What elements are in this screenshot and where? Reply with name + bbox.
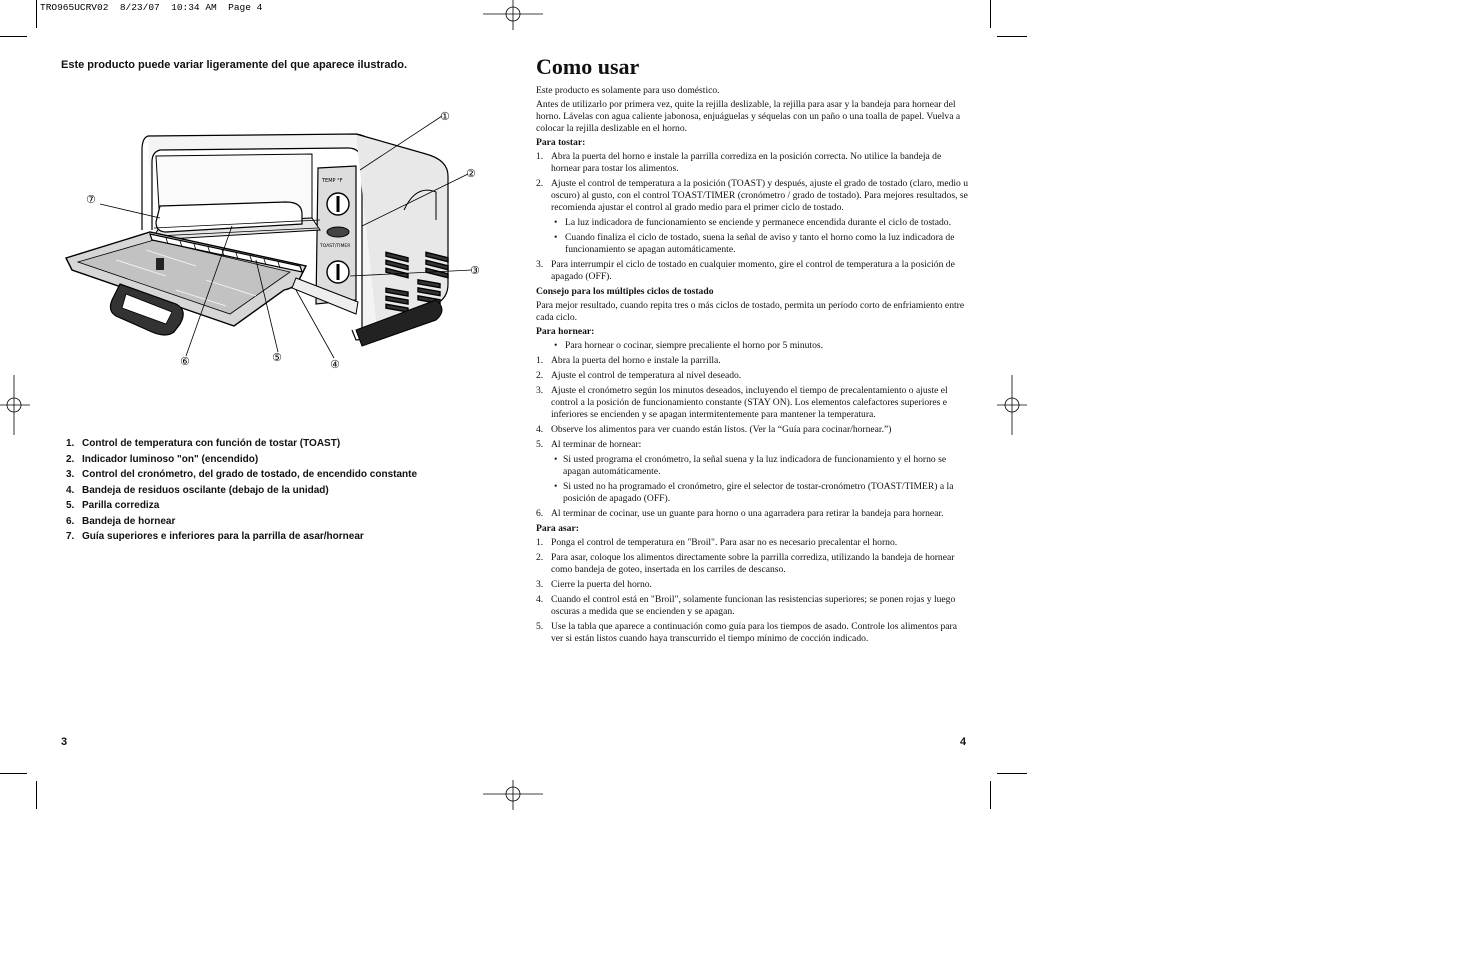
callout-7: ⑦ — [86, 193, 96, 206]
callout-2: ② — [466, 167, 476, 180]
parts-item: 4. Bandeja de residuos oscilante (debajo de la unidad) — [66, 484, 329, 496]
intro-paragraph: Antes de utilizarlo por primera vez, quite la rejilla deslizable, la rejilla para asar y la bandeja para hornear del horno. Lávelas con agua caliente jabonosa, enjuáguelas y séquelas con un paño o una toalla de papel. Vuelva a colocar la rejilla deslizable en el horno. — [536, 99, 961, 134]
page-number-right: 4 — [960, 736, 967, 748]
registration-mark-top — [483, 0, 543, 32]
parts-item: 6. Bandeja de hornear — [66, 515, 176, 527]
parts-item: 2. Indicador luminoso "on" (encendido) — [66, 453, 259, 465]
toaster-oven-illustration — [56, 100, 496, 380]
crop-mark — [36, 0, 37, 28]
callout-3: ③ — [470, 264, 480, 277]
bullet-item: • Para hornear o cocinar, siempre precaliente el horno por 5 minutos. — [536, 340, 970, 352]
crop-mark — [997, 36, 1027, 37]
section-heading-toast: Para tostar: — [536, 137, 586, 148]
list-item: 5. Use la tabla que aparece a continuación como guía para los tiempos de asado. Controle los alimentos para ver si están listos cuando haya transcurrido el tiempo mínimo de cocción indicado. — [536, 621, 957, 644]
timer-label: TOAST/TIMER — [320, 244, 351, 249]
parts-item: 5. Parilla corrediza — [66, 500, 160, 511]
section-heading-tip: Consejo para los múltiples ciclos de tostado — [536, 286, 714, 297]
callout-6: ⑥ — [180, 355, 190, 368]
callout-1: ① — [440, 110, 450, 123]
print-slug: TRO965UCRV02 8/23/07 10:34 AM Page 4 — [40, 2, 263, 13]
intro-line: Este producto es solamente para uso doméstico. — [536, 85, 720, 96]
callout-4: ④ — [330, 358, 340, 371]
crop-mark — [997, 773, 1027, 774]
list-item: 3. Para interrumpir el ciclo de tostado en cualquier momento, gire el control de temperatura a la posición de apagado (OFF). — [536, 259, 955, 282]
list-item: 3. Ajuste el cronómetro según los minutos deseados, incluyendo el tiempo de precalentamiento o ajuste el control a la posición de funcionamiento constante (STAY ON). Los elementos calefactores superiores e inferiores se encienden y se apagan intermitentemente para mantener la temperatura. — [536, 385, 948, 420]
crop-mark — [36, 781, 37, 809]
bullet-item: • Cuando finaliza el ciclo de tostado, suena la señal de aviso y tanto el horno como la luz indicadora de funcionamiento se apagan automáticamente. — [536, 232, 970, 256]
list-item: 3. Cierre la puerta del horno. — [536, 579, 652, 590]
section-heading-bake: Para hornear: — [536, 326, 595, 337]
page-title: Como usar — [536, 54, 640, 79]
list-item: 1. Ponga el control de temperatura en "Broil". Para asar no es necesario precalentar el horno. — [536, 537, 898, 548]
temp-label: TEMP °F — [322, 178, 343, 184]
crop-mark — [0, 36, 27, 37]
registration-mark-bottom — [483, 778, 543, 810]
bullet-item: • La luz indicadora de funcionamiento se enciende y permanece encendida durante el ciclo de tostado. — [536, 217, 970, 229]
bullet-item: • Si usted no ha programado el cronómetro, gire el selector de tostar-cronómetro (TOAST/TIMER) a la posición de apagado (OFF). — [536, 481, 970, 505]
bullet-item: • Si usted programa el cronómetro, la señal suena y la luz indicadora de funcionamiento y el horno se apagan automáticamente. — [536, 454, 970, 478]
parts-item: 3. Control del cronómetro, del grado de tostado, de encendido constante — [66, 469, 418, 480]
list-item: 1. Abra la puerta del horno e instale la parrilla corrediza en la posición correcta. No utilice la bandeja de hornear para tostar los alimentos. — [536, 151, 942, 174]
list-item: 5. Al terminar de hornear: — [536, 439, 642, 450]
instructions-column — [536, 54, 970, 648]
parts-list — [66, 436, 417, 545]
illustration-note: Este producto puede variar ligeramente del que aparece ilustrado. — [61, 59, 407, 71]
parts-item: 7. Guía superiores e inferiores para la parrilla de asar/hornear — [66, 531, 364, 542]
section-heading-broil: Para asar: — [536, 523, 579, 534]
crop-mark — [990, 0, 991, 28]
registration-mark-left — [0, 375, 30, 435]
list-item: 6. Al terminar de cocinar, use un guante para horno o una agarradera para retirar la bandeja para hornear. — [536, 508, 944, 519]
registration-mark-right — [997, 375, 1027, 435]
parts-item: 1. Control de temperatura con función de tostar (TOAST) — [66, 438, 341, 449]
tip-paragraph: Para mejor resultado, cuando repita tres o más ciclos de tostado, permita un período corto de enfriamiento entre cada ciclo. — [536, 300, 965, 323]
list-item: 4. Cuando el control está en "Broil", solamente funcionan las resistencias superiores; se ponen rojas y luego oscuras a medida que se encienden y se apagan. — [536, 594, 956, 617]
list-item: 2. Ajuste el control de temperatura al nivel deseado. — [536, 370, 742, 381]
crop-mark — [0, 773, 27, 774]
crop-mark — [990, 781, 991, 809]
callout-5: ⑤ — [272, 351, 282, 364]
page-number-left: 3 — [61, 736, 68, 748]
list-item: 4. Observe los alimentos para ver cuando están listos. (Ver la “Guía para cocinar/hornear.”) — [536, 424, 892, 435]
list-item: 2. Ajuste el control de temperatura a la posición (TOAST) y después, ajuste el grado de tostado (claro, medio u oscuro) al gusto, con el control TOAST/TIMER (cronómetro / grado de tostado). Para mejores resultados, se recomienda ajustar el control al grado medio para el primer ciclo de tostado. — [536, 178, 969, 213]
list-item: 1. Abra la puerta del horno e instale la parrilla. — [536, 355, 721, 366]
list-item: 2. Para asar, coloque los alimentos directamente sobre la parrilla corrediza, utilizando la bandeja de hornear como bandeja de goteo, insertada en los carriles de descanso. — [536, 552, 955, 575]
